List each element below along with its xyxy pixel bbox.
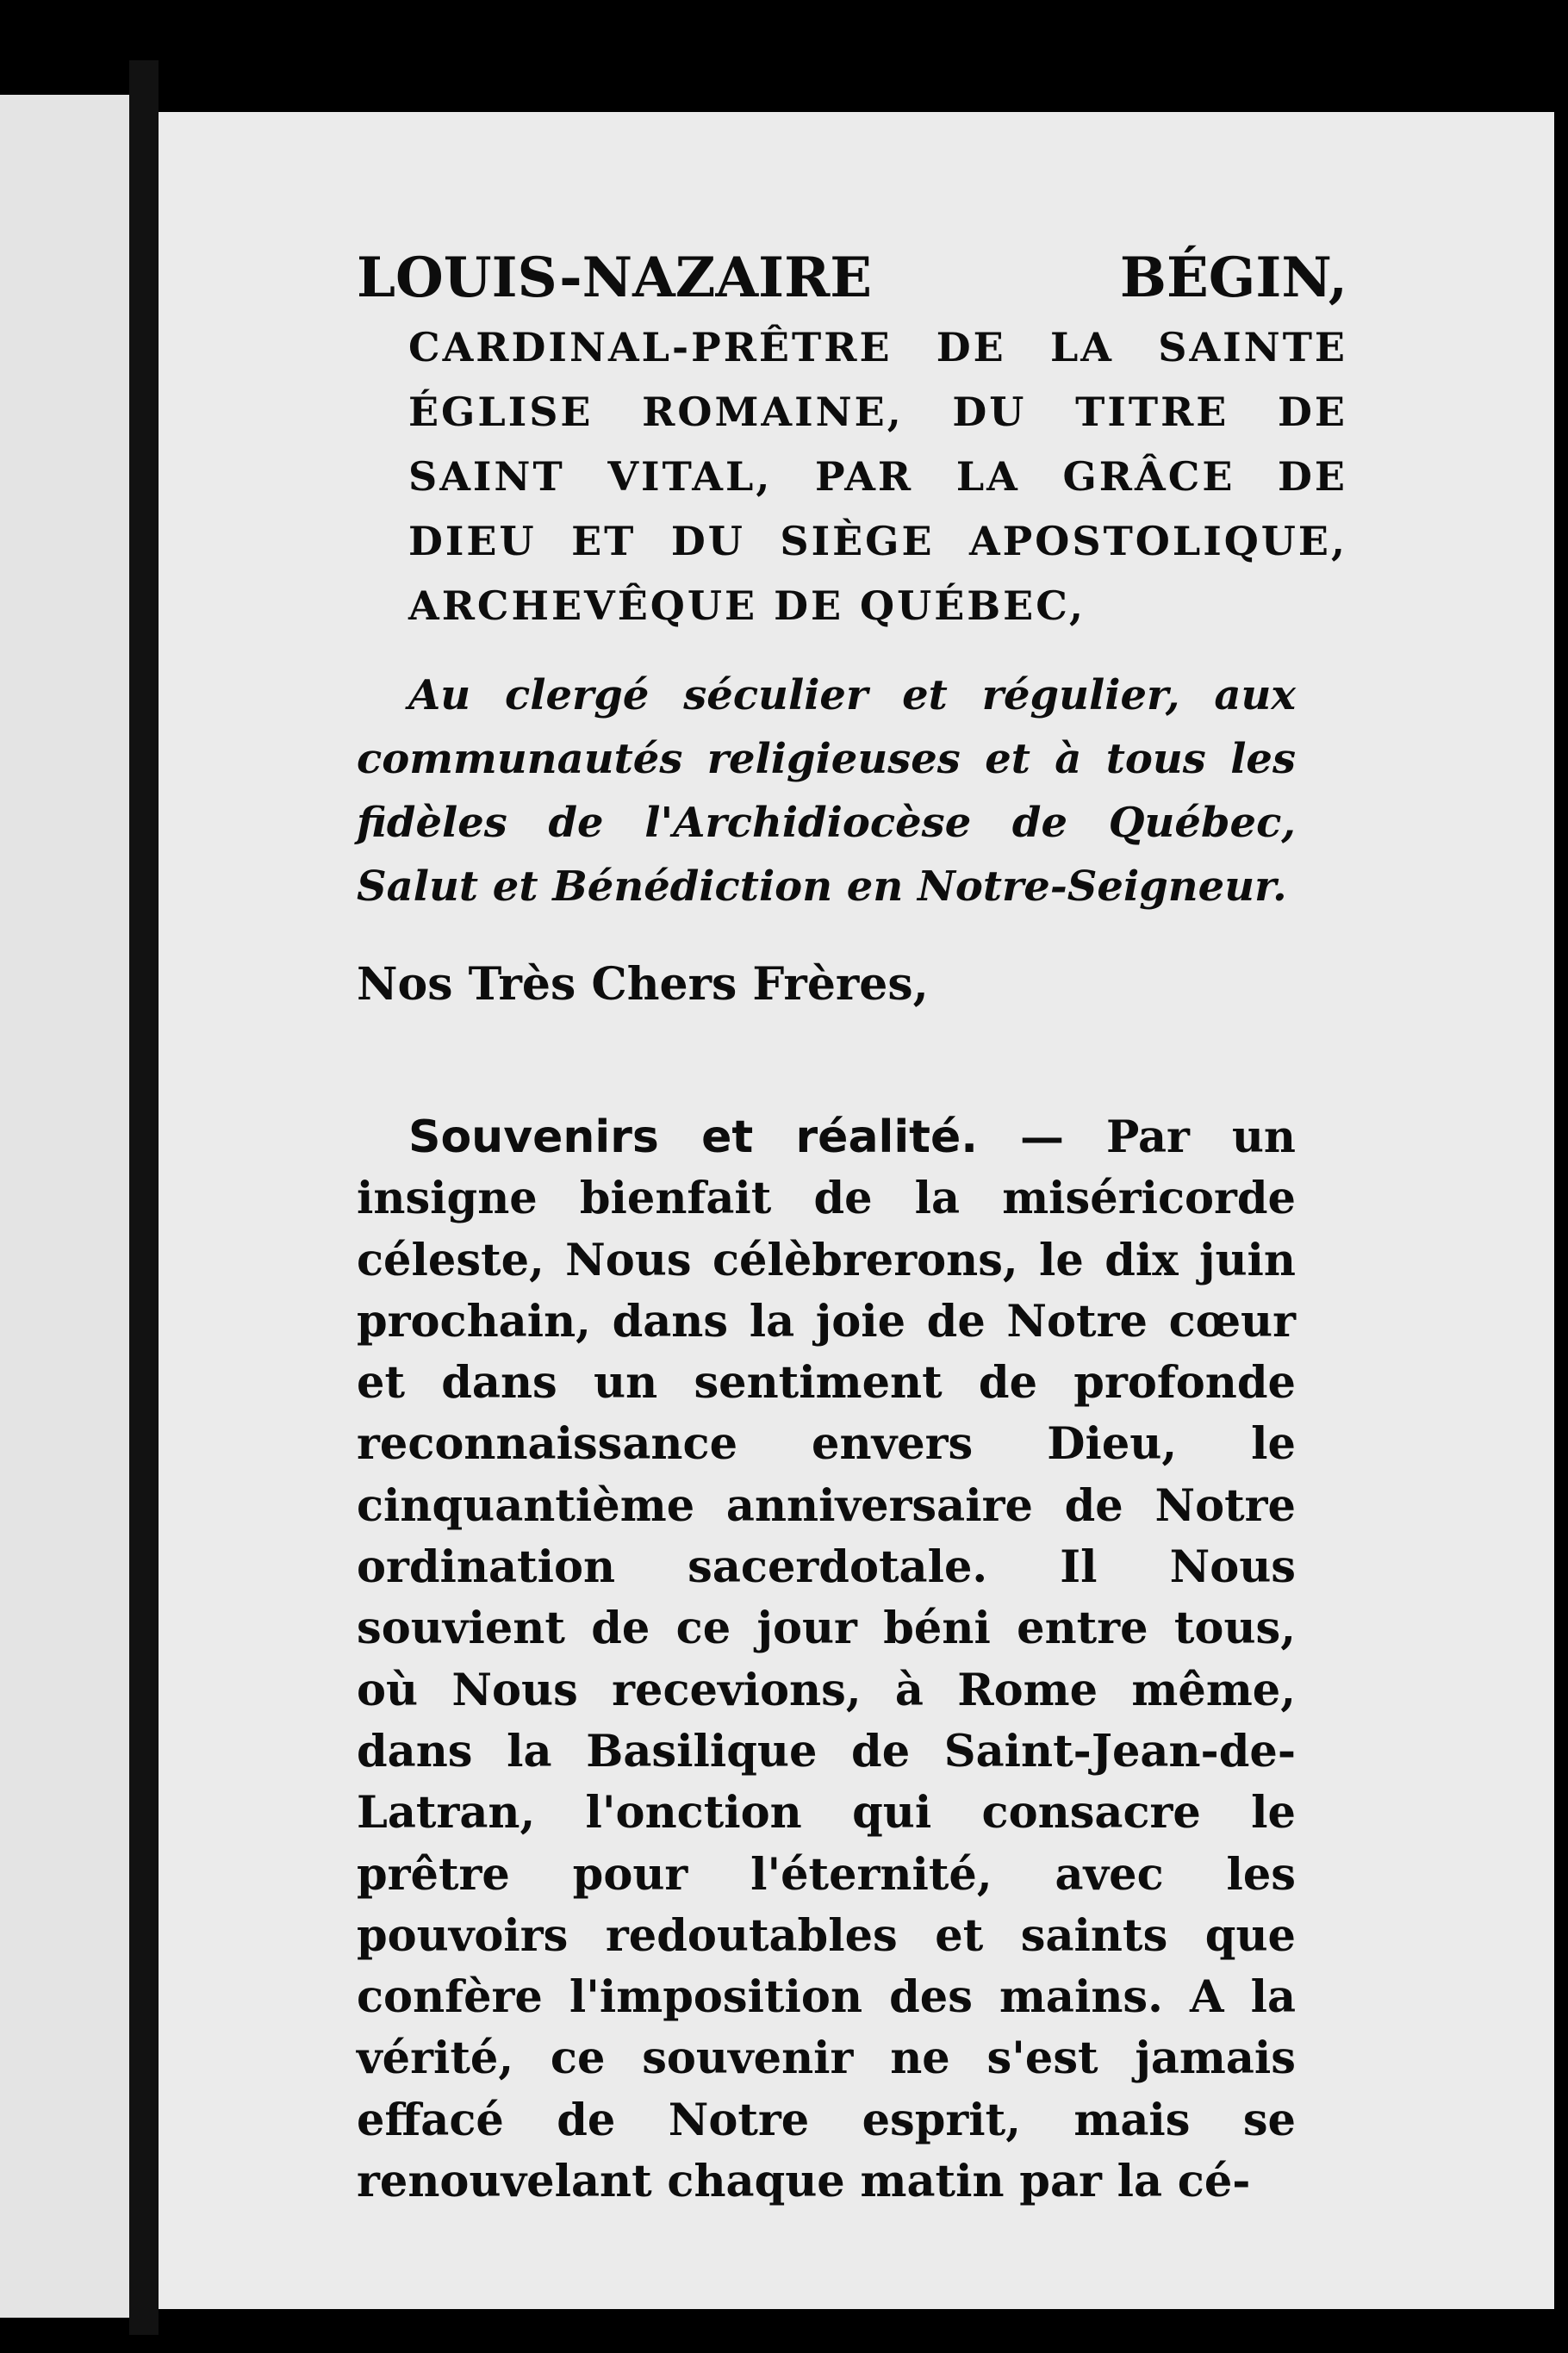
section-title: Souvenirs et réalité.	[408, 1111, 979, 1163]
paragraph-text: — Par un insigne bienfait de la miséricorde céleste, Nous célèbrerons, le dix juin prochain, dans la joie de Notre cœur et dans un sentiment de profonde reconnaissance envers Dieu, le cinquantième anniversaire de Notre ordination sacerdotale. Il Nous souvient de ce jour béni entre tous, où Nous recevions, à Rome même, dans la Basilique de Saint-Jean-de-Latran, l'onction qui consacre le prêtre pour l'éternité, avec les pouvoirs redoutables et saints que confère l'imposition des mains. A la vérité, ce souvenir ne s'est jamais effacé de Notre esprit, mais se renouvelant chaque matin par la cé-	[357, 1111, 1296, 2208]
facing-page	[0, 95, 142, 2318]
salutation: Nos Très Chers Frères,	[357, 958, 929, 1011]
heading	[357, 246, 1347, 638]
body-paragraph	[357, 1107, 1296, 2213]
book-gutter	[129, 60, 159, 2335]
heading-titles: CARDINAL-PRÊTRE DE LA SAINTE ÉGLISE ROMAINE, DU TITRE DE SAINT VITAL, PAR LA GRÂCE DE DIEU ET DU SIÈGE APOSTOLIQUE, ARCHEVÊQUE DE QUÉBEC,	[408, 324, 1347, 629]
document-page	[159, 112, 1554, 2309]
heading-name: LOUIS-NAZAIRE BÉGIN,	[357, 246, 1347, 310]
address: Au clergé séculier et régulier, aux communautés religieuses et à tous les fidèles de l'Archidiocèse de Québec, Salut et Bénédiction en Notre-Seigneur.	[357, 671, 1296, 911]
